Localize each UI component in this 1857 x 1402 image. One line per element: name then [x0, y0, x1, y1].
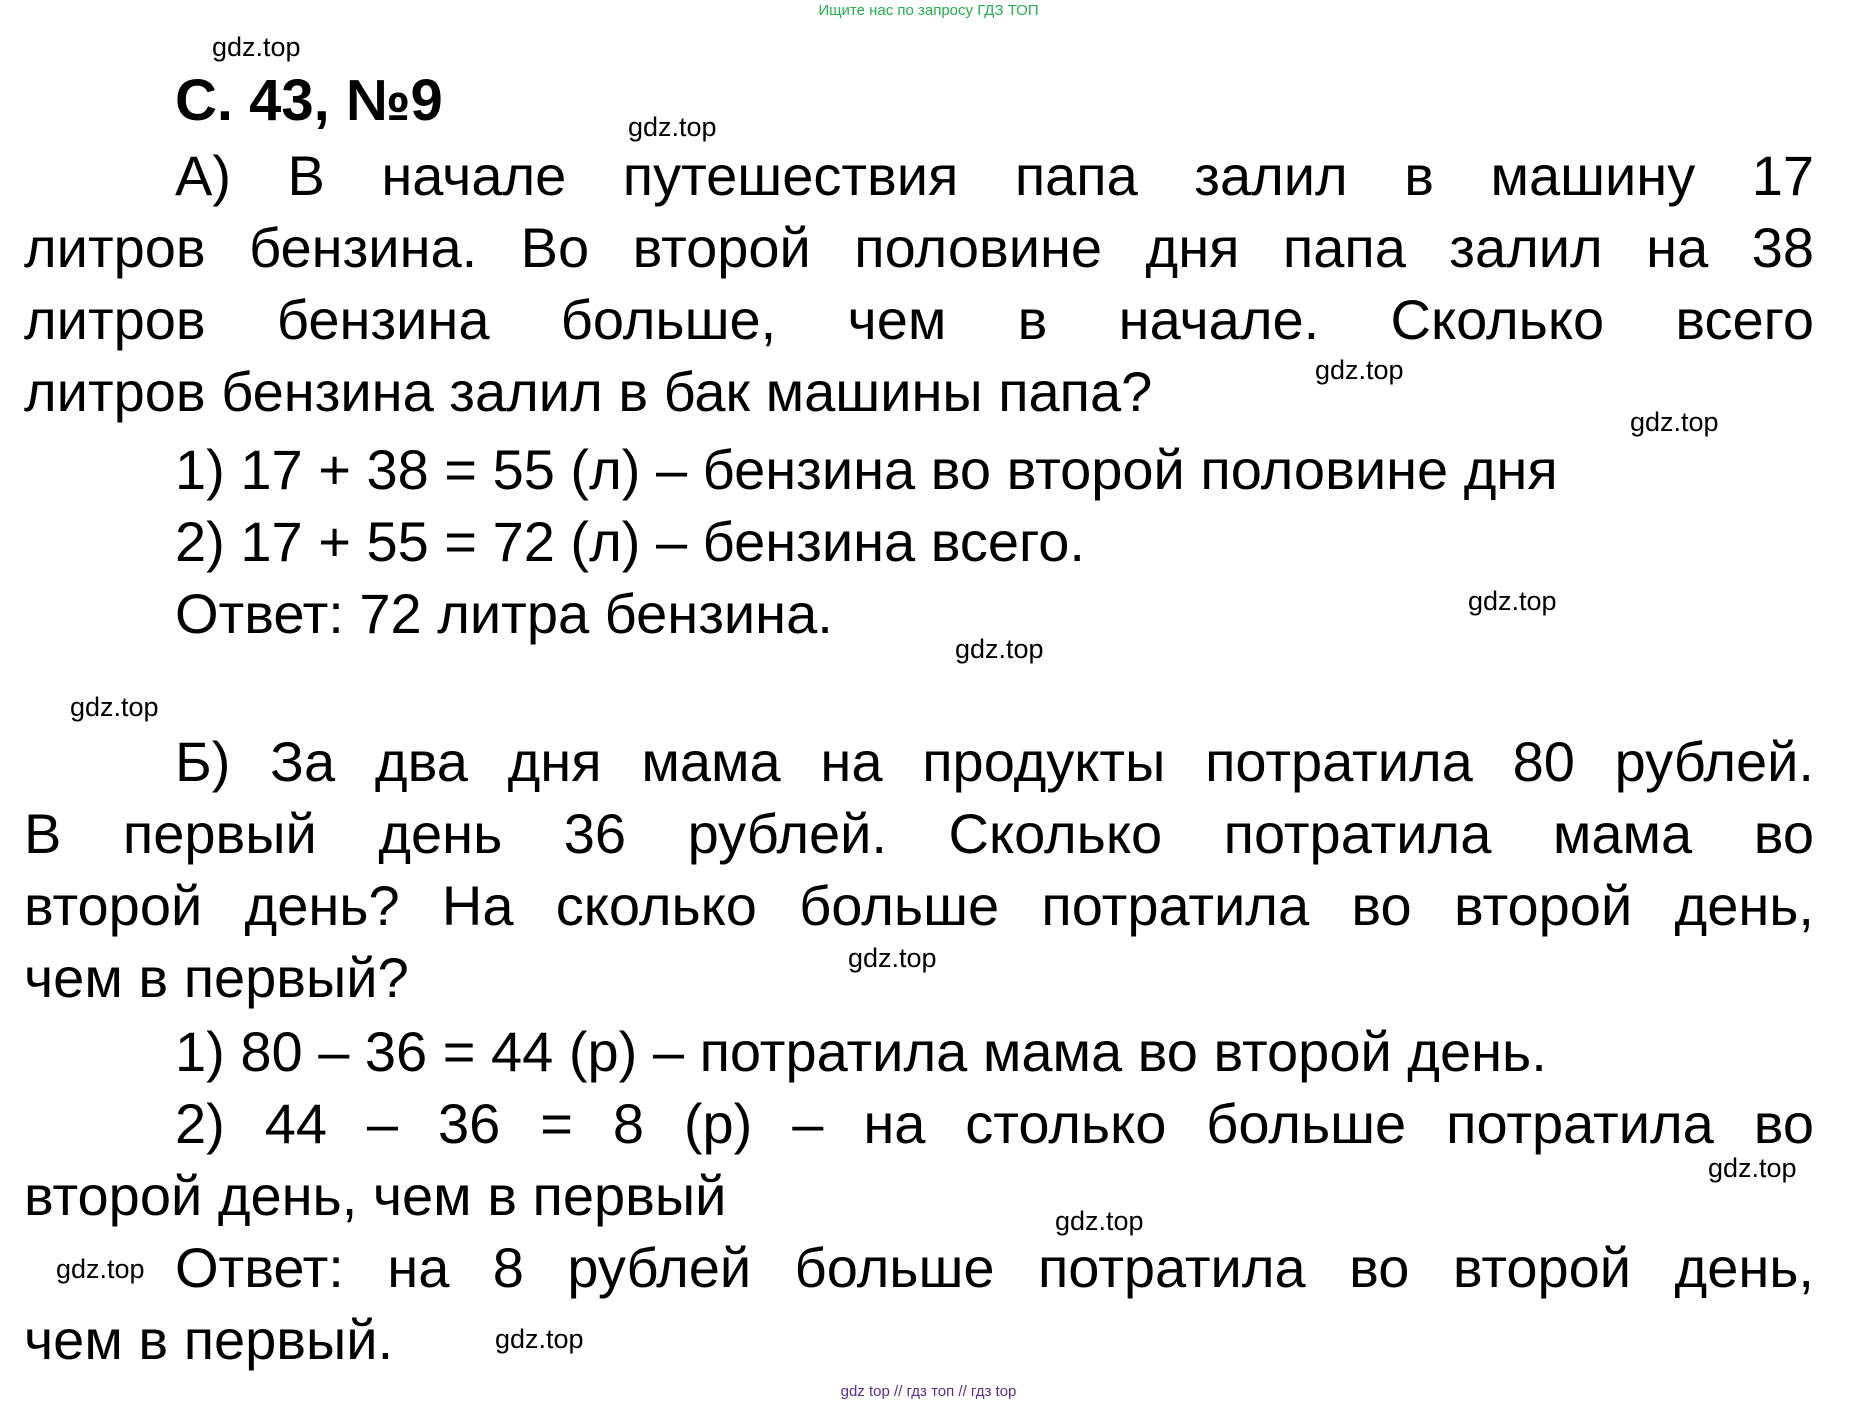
top-banner: Ищите нас по запросу ГДЗ ТОП: [818, 2, 1039, 19]
problem-a-line: литров бензина. Во второй половине дня папа залил на 38: [24, 216, 1814, 279]
watermark: gdz.top: [70, 692, 159, 722]
watermark: gdz.top: [1708, 1153, 1797, 1183]
answer-b: Ответ: на 8 рублей больше потратила во второй день,: [175, 1236, 1814, 1299]
watermark: gdz.top: [495, 1324, 584, 1354]
problem-a-line: А) В начале путешествия папа залил в машину 17: [175, 144, 1814, 207]
watermark: gdz.top: [1315, 355, 1404, 385]
problem-b-line: Б) За два дня мама на продукты потратила 80 рублей.: [175, 730, 1814, 793]
watermark: gdz.top: [56, 1254, 145, 1284]
footer-links: gdz top // гдз топ // гдз top: [840, 1383, 1017, 1400]
problem-a-line: литров бензина больше, чем в начале. Сколько всего: [24, 288, 1814, 351]
answer-b-cont: чем в первый.: [24, 1308, 394, 1371]
problem-a-line: литров бензина залил в бак машины папа?: [24, 360, 1153, 423]
solution-b-step-1: 1) 80 – 36 = 44 (р) – потратила мама во второй день.: [175, 1020, 1547, 1083]
solution-a-step-2: 2) 17 + 55 = 72 (л) – бензина всего.: [175, 510, 1085, 573]
watermark: gdz.top: [1630, 407, 1719, 437]
solution-a-step-1: 1) 17 + 38 = 55 (л) – бензина во второй половине дня: [175, 438, 1558, 501]
problem-b-line: чем в первый?: [24, 946, 409, 1009]
solution-b-step-2: 2) 44 – 36 = 8 (р) – на столько больше потратила во: [175, 1092, 1814, 1155]
watermark: gdz.top: [212, 32, 301, 62]
watermark: gdz.top: [1055, 1206, 1144, 1236]
page-title: С. 43, №9: [175, 68, 443, 133]
problem-a-text: [24, 140, 1814, 428]
watermark: gdz.top: [848, 943, 937, 973]
solution-b-step-2-cont: второй день, чем в первый: [24, 1164, 727, 1227]
answer-a: Ответ: 72 литра бензина.: [175, 582, 833, 645]
watermark: gdz.top: [955, 634, 1044, 664]
problem-b-line: второй день? На сколько больше потратила во второй день,: [24, 874, 1814, 937]
watermark: gdz.top: [628, 112, 717, 142]
problem-b-line: В первый день 36 рублей. Сколько потратила мама во: [24, 802, 1814, 865]
watermark: gdz.top: [1468, 586, 1557, 616]
